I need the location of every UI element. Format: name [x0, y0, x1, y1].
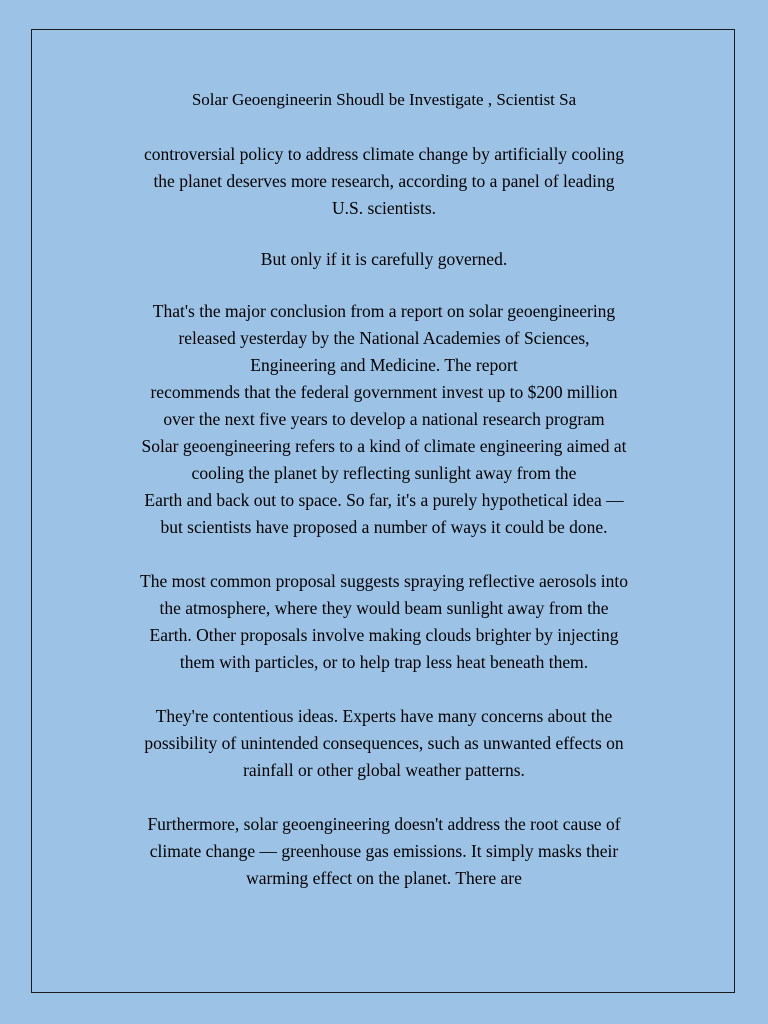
paragraph-line: the planet deserves more research, according to a panel of leading	[153, 171, 615, 191]
paragraph-line: U.S. scientists.	[331, 198, 437, 218]
paragraph-line: But only if it is carefully governed.	[260, 249, 508, 269]
paragraph-6	[80, 811, 688, 892]
paragraph-line: possibility of unintended consequences, such as unwanted effects on	[144, 733, 624, 753]
paragraph-4	[80, 568, 688, 676]
paragraph-line: rainfall or other global weather patterns.	[243, 760, 525, 780]
paragraph-line: The most common proposal suggests spraying reflective aerosols into	[140, 571, 628, 591]
paragraph-line: Engineering and Medicine. The report	[250, 355, 518, 375]
paragraph-line: They're contentious ideas. Experts have many concerns about the	[155, 706, 613, 726]
paragraph-line: That's the major conclusion from a report on solar geoengineering	[152, 301, 616, 321]
paragraph-line: over the next five years to develop a national research program	[163, 409, 605, 429]
paragraph-line: controversial policy to address climate change by artificially cooling	[143, 144, 625, 164]
paragraph-3	[80, 298, 688, 541]
paragraph-line: cooling the planet by reflecting sunlight away from the	[191, 463, 577, 483]
paragraph-line: Solar geoengineering refers to a kind of climate engineering aimed at	[141, 436, 627, 456]
paragraph-line: Earth and back out to space. So far, it's a purely hypothetical idea —	[144, 490, 624, 510]
paragraph-line: them with particles, or to help trap less heat beneath them.	[179, 652, 589, 672]
paragraph-line: recommends that the federal government invest up to $200 million	[150, 382, 618, 402]
paragraph-line: warming effect on the planet. There are	[246, 868, 522, 888]
paragraph-line: climate change — greenhouse gas emissions. It simply masks their	[149, 841, 619, 861]
paragraph-line: released yesterday by the National Academies of Sciences,	[178, 328, 590, 348]
paragraph-line: Earth. Other proposals involve making clouds brighter by injecting	[149, 625, 619, 645]
document-title: Solar Geoengineerin Shoudl be Investigate , Scientist Sa	[191, 90, 577, 109]
paragraph-line: the atmosphere, where they would beam sunlight away from the	[159, 598, 609, 618]
paragraph-line: but scientists have proposed a number of ways it could be done.	[160, 517, 608, 537]
paragraph-5	[80, 703, 688, 784]
paragraph-2	[80, 246, 688, 273]
paragraph-line: Furthermore, solar geoengineering doesn't address the root cause of	[147, 814, 621, 834]
paragraph-1	[80, 141, 688, 222]
